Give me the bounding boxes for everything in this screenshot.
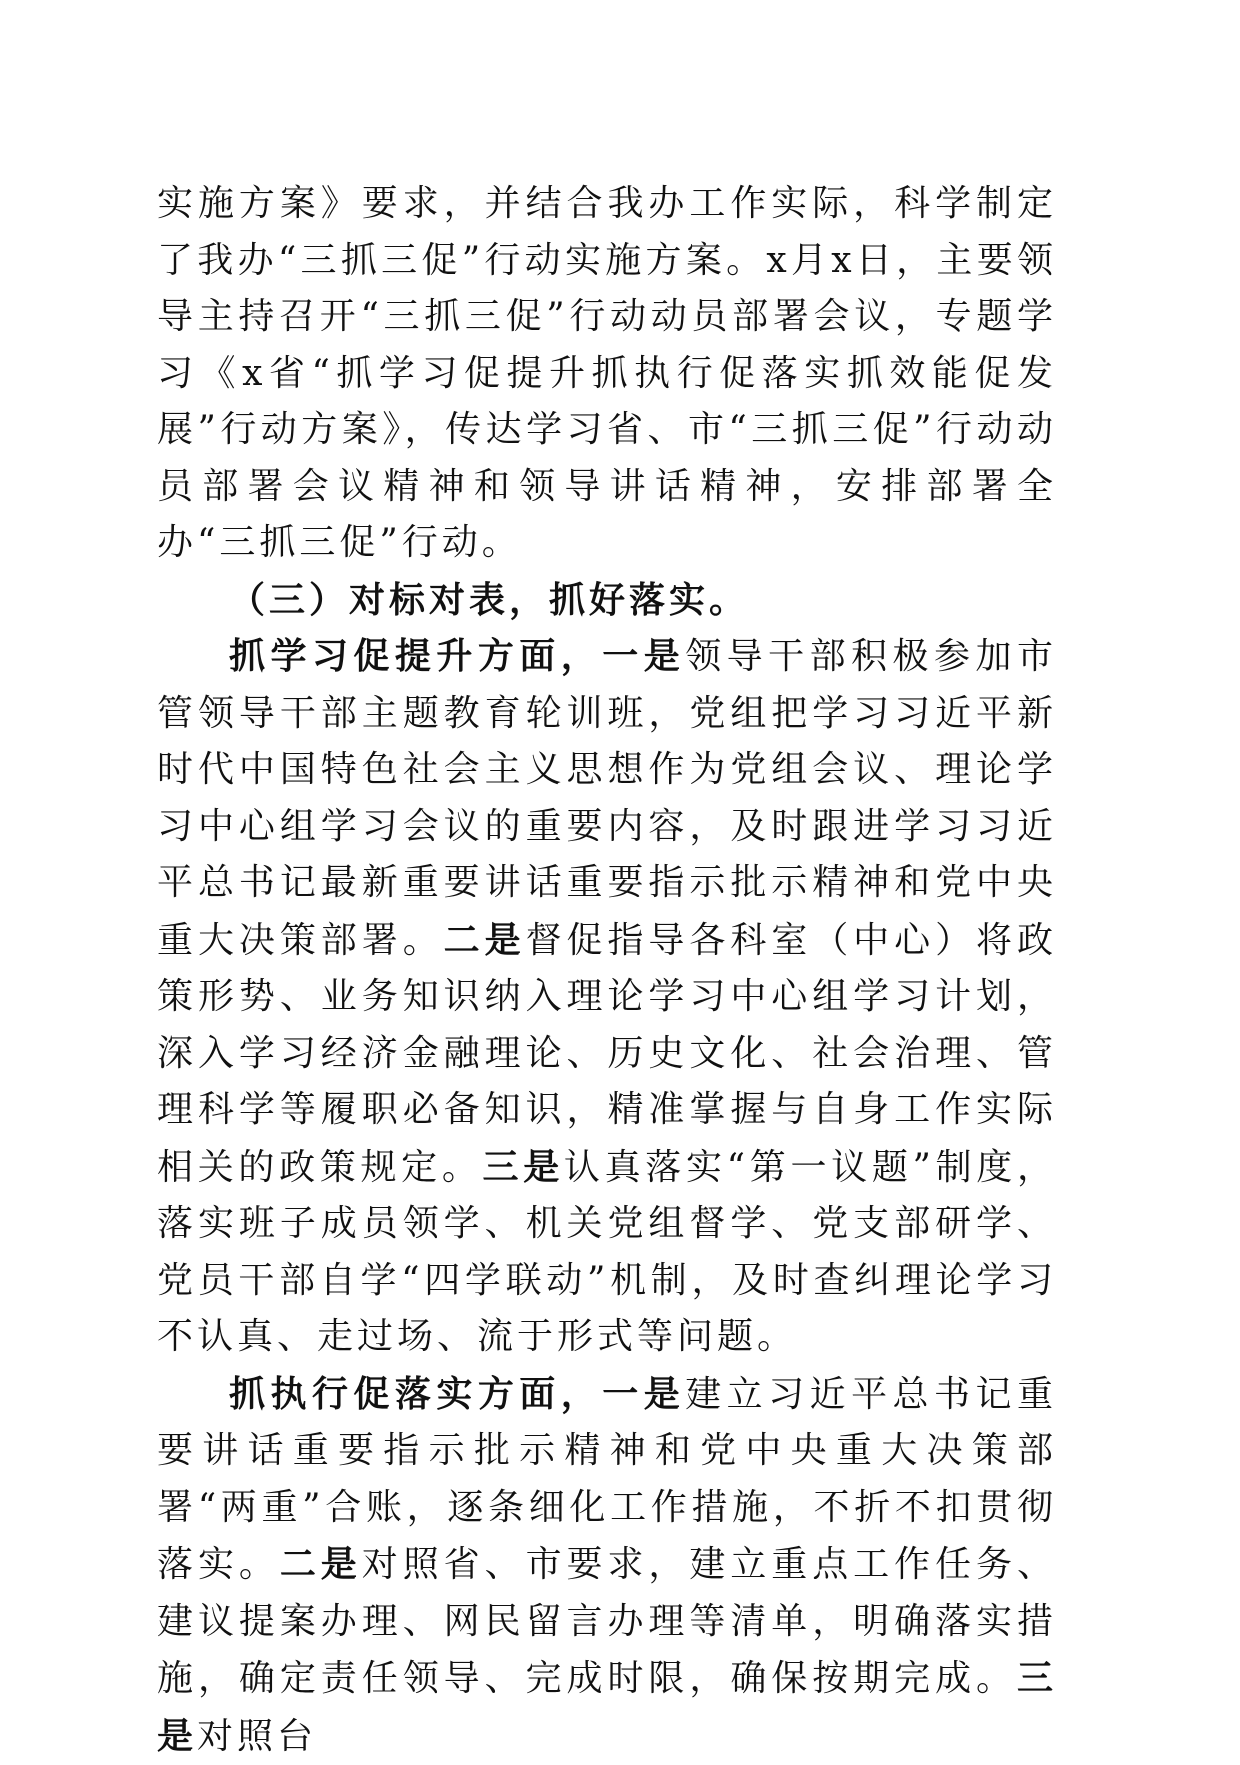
text-first: 建立习近平总书记重要讲话重要指示批示精神和党中央重大决策部署“两重”合账，逐条细化工作措施，不折不扣贯彻落实。: [157, 1374, 1057, 1586]
marker-first: 一是: [602, 635, 685, 677]
marker-second: 二是: [444, 919, 526, 961]
text-third: 认真落实“第一议题”制度，落实班子成员领学、机关党组督学、党支部研学、党员干部自学“四学联动”机制，及时查纠理论学习不认真、走过场、流于形式等问题。: [157, 1147, 1057, 1358]
text-second: 对照省、市要求，建立重点工作任务、建议提案办理、网民留言办理等清单，明确落实措施，确定责任领导、完成时限，确保按期完成。: [157, 1544, 1057, 1699]
paragraph-study-promotion: [157, 628, 1057, 1366]
paragraph-lead-execution: 抓执行促落实方面，: [229, 1373, 602, 1415]
paragraph-implementation-plan: 实施方案》要求，并结合我办工作实际，科学制定了我办“三抓三促”行动实施方案。x月x日，主要领导主持召开“三抓三促”行动动员部署会议，专题学习《x省“抓学习促提升抓执行促落实抓效能促发展”行动方案》，传达学习省、市“三抓三促”行动动员部署会议精神和领导讲话精神，安排部署全办“三抓三促”行动。: [157, 176, 1057, 572]
marker-first: 一是: [602, 1373, 685, 1415]
marker-second: 二是: [280, 1543, 362, 1585]
paragraph-execution-implementation: [157, 1366, 1057, 1765]
text-second: 督促指导各科室（中心）将政策形势、业务知识纳入理论学习中心组学习计划，深入学习经济金融理论、历史文化、社会治理、管理科学等履职必备知识，精准掌握与自身工作实际相关的政策规定。: [157, 920, 1057, 1188]
text-third: 对照台: [197, 1716, 317, 1757]
document-page: [157, 176, 1057, 1765]
text-first: 领导干部积极参加市管领导干部主题教育轮训班，党组把学习习近平新时代中国特色社会主义思想作为党组会议、理论学习中心组学习会议的重要内容，及时跟进学习习近平总书记最新重要讲话重要指示批示精神和党中央重大决策部署。: [157, 636, 1057, 961]
paragraph-lead-study: 抓学习促提升方面，: [229, 635, 602, 677]
marker-third: 三是: [483, 1146, 564, 1188]
section-heading-three: （三）对标对表，抓好落实。: [157, 572, 1057, 629]
marker-third: 三是: [157, 1657, 1057, 1757]
